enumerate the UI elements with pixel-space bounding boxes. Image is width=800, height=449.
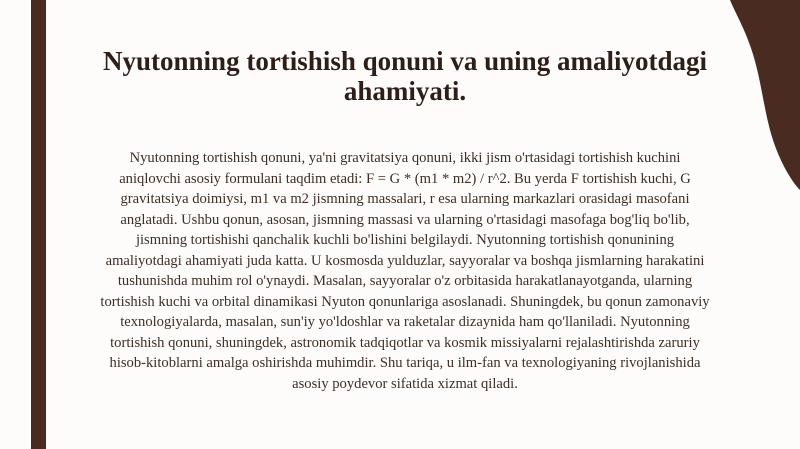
- slide-body-text: Nyutonning tortishish qonuni, ya'ni gravitatsiya qonuni, ikki jism o'rtasidagi tortishish kuchini aniqlovchi asosiy formulani taqdim etadi: F = G * (m1 * m2) / r^2. Bu yerda F tortishish kuchi, G gravitatsiya doimiysi, m1 va m2 jismning massalari, r esa ularning markazlari orasidagi masofani anglatadi. Ushbu qonun, asosan, jismning massasi va ularning o'rtasidagi masofaga bog'liq bo'lib, jismning tortishishi qanchalik kuchli bo'lishini belgilaydi. Nyutonning tortishish qonunining amaliyotdagi ahamiyati juda katta. U kosmosda yulduzlar, sayyoralar va boshqa jismlarning harakatini tushunishda muhim rol o'ynaydi. Masalan, sayyoralar o'z orbitasida harakatlanayotganda, ularning tortishish kuchi va orbital dinamikasi Nyuton qonunlariga asoslanadi. Shuningdek, bu qonun zamonaviy texnologiyalarda, masalan, sun'iy yo'ldoshlar va raketalar dizaynida ham qo'llaniladi. Nyutonning tortishish qonuni, shuningdek, astronomik tadqiqotlar va kosmik missiyalarni rejalashtirishda zaruriy hisob-kitoblarni amalga oshirishda muhimdir. Shu tariqa, u ilm-fan va texnologiyaning rivojlanishida asosiy poydevor sifatida xizmat qiladi.: [100, 150, 710, 392]
- slide-title: Nyutonning tortishish qonuni va uning amaliyotdagi ahamiyati.: [103, 46, 707, 106]
- slide-content: [98, 46, 712, 394]
- corner-decoration: [730, 0, 800, 190]
- left-accent-bar: [31, 0, 46, 449]
